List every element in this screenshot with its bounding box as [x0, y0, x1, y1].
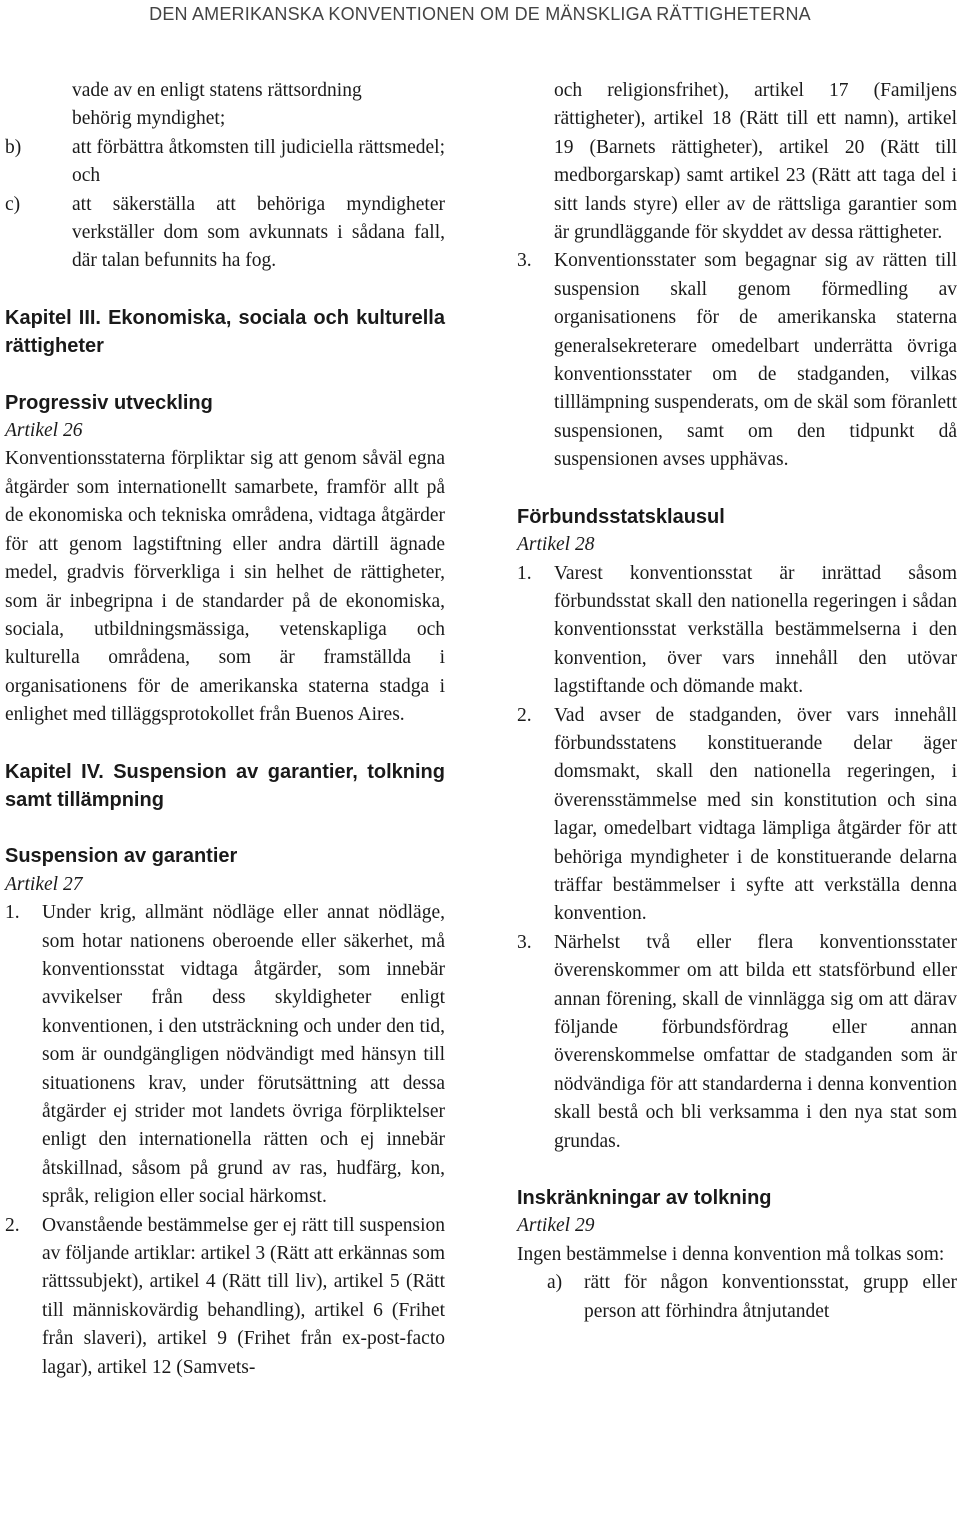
paragraph-text: Vad avser de stadganden, över vars innehåll förbundsstatens konstituerande delar äger domsmakt, skall den nationella regeringen, i överensstämmelse med sin konstitution och sina lagar, omedelbart vidtaga lämpliga åtgärder för att behöriga myndigheter i de konstituerande delarna träffar bestämmelser i syfte att verkställa denna konvention.: [554, 704, 957, 925]
article-28-label: Artikel 28: [517, 534, 595, 556]
right-column: [517, 77, 957, 1326]
article-27-label: Artikel 27: [5, 873, 83, 895]
list: [5, 134, 445, 276]
article-27-paragraph-2: [5, 1212, 445, 1382]
article-27-list-continued: [517, 247, 957, 474]
list-marker: 1.: [517, 562, 532, 584]
list-marker: 2.: [517, 704, 532, 726]
list-marker: 2.: [5, 1214, 20, 1236]
chapter-3-heading: Kapitel III. Ekonomiska, sociala och kulturella rättigheter: [5, 306, 445, 358]
section-heading-suspension: Suspension av garantier: [5, 845, 238, 868]
section-heading-interpretation: Inskränkningar av tolkning: [517, 1187, 772, 1210]
paragraph-text: Närhelst två eller flera konventionsstater överenskommer om att bilda ett statsförbund eller annan förening, skall de vinnlägga sig om att därav följande förbundsfördrag eller annan överenskommelse omfattar de stadganden som är nödvändiga för att standarderna i denna konvention skall bestå och bli verksamma i den nya stat som grundas.: [554, 931, 957, 1152]
continuation-line: vade av en enligt statens rättsordning: [72, 80, 362, 101]
left-column: [5, 77, 445, 1382]
chapter-4-heading: Kapitel IV. Suspension av garantier, tolkning samt tillämpning: [5, 760, 445, 811]
article-28-paragraph-1: [517, 560, 957, 702]
list-item-c: [5, 191, 445, 276]
list-text: att säkerställa att behöriga myndigheter verkställer dom som avkunnats i sådana fall, där talan befunnits ha fog.: [72, 193, 445, 272]
article-28-paragraph-3: [517, 929, 957, 1156]
list-marker: 1.: [5, 902, 20, 924]
continuation-line: behörig myndighet;: [72, 108, 226, 130]
article-28-list: [517, 560, 957, 1157]
paragraph-text: Konventionsstater som begagnar sig av rätten till suspension skall genom förmedling av organisationens för de amerikanska staterna generalsekreterare omedelbart underrätta övriga konventionsstater om de stadganden, vilkas tilllämpning suspenderats, om de skäl som föranlett suspensionen, samt om den tidpunkt då suspensionen avses upphävas.: [554, 250, 957, 471]
list-text: att förbättra åtkomsten till judiciella rättsmedel; och: [72, 136, 445, 187]
list-marker: a): [547, 1272, 563, 1294]
list-marker: c): [5, 193, 21, 215]
article-29-item-a: [517, 1269, 957, 1326]
paragraph-text: Under krig, allmänt nödläge eller annat nödläge, som hotar nationens oberoende eller säkerhet, må konventionsstat vidtaga åtgärder, som innebär avvikelser från dess skyldigheter enligt konventionen, i den utsträckning och under den tid, som är oundgängligen nödvändigt med hänsyn till situationens krav, under förutsättning att dessa åtgärder ej strider mot landets övriga förpliktelser enligt den internationella rätten och ej innebär åtskillnad, såsom på grund av ras, hudfärg, kon, språk, religion eller social härkomst.: [42, 902, 445, 1208]
list-marker: 3.: [517, 931, 532, 953]
list-marker: b): [5, 136, 22, 158]
article-27-paragraph-3: [517, 247, 957, 474]
running-header: DEN AMERIKANSKA KONVENTIONEN OM DE MÄNSKLIGA RÄTTIGHETERNA: [149, 4, 811, 24]
article-29-label: Artikel 29: [517, 1215, 595, 1237]
article-29-list: [517, 1269, 957, 1326]
list-item-b: [5, 134, 445, 191]
section-heading-federal-clause: Förbundsstatsklausul: [517, 505, 725, 528]
article-28-paragraph-2: [517, 702, 957, 929]
article-27-paragraph-1: [5, 899, 445, 1211]
article-26-text: Konventionsstaterna förpliktar sig att genom såväl egna åtgärder som internationellt samarbete, framför allt på de ekonomiska och tekniska områdena, vidtaga åtgärder för att genom lagstiftning eller andra därtill ägnade medel, gradvis förverkliga i sin helhet de rättigheter, som är inbegripna i de standarder på de ekonomiska, sociala, utbildningsmässiga, vetenskapliga och kulturella områdena, som är framställda i organisationens för de amerikanska staterna stadga i enlighet med tilläggsprotokollet från Buenos Aires.: [5, 448, 445, 726]
list-continuation: [5, 77, 445, 134]
article-26-label: Artikel 26: [5, 420, 83, 442]
list-marker: 3.: [517, 250, 532, 272]
continuation-text: och religionsfrihet), artikel 17 (Familjens rättigheter), artikel 18 (Rätt till ett namn), artikel 19 (Barnets rättigheter), artikel 20 (Rätt till medborgarskap) samt artikel 23 (Rätt att taga del i sitt lands styre) eller av de rättsliga garantier som är grundläggande för skyddet av dessa rättigheter.: [554, 80, 957, 244]
section-heading-progressive-development: Progressiv utveckling: [5, 391, 213, 414]
article-27-list: [5, 899, 445, 1382]
article-29-intro: Ingen bestämmelse i denna konvention må tolkas som:: [517, 1243, 945, 1265]
list-text: rätt för någon konventionsstat, grupp eller person att förhindra åtnjutandet: [584, 1272, 957, 1322]
paragraph-text: Ovanstående bestämmelse ger ej rätt till suspension av följande artiklar: artikel 3 (Rätt att erkännas som rättssubjekt), artikel 4 (Rätt till liv), artikel 5 (Rätt till människovärdig behandling), artikel 6 (Frihet från slaveri), artikel 9 (Frihet från ex-post-facto lagar), artikel 12 (Samvets-: [42, 1214, 445, 1378]
paragraph-text: Varest konventionsstat är inrättad såsom förbundsstat skall den nationella regeringen i sådan konventionsstat verkställa bestämmelserna i den konvention, över vars innehåll den utövar lagstiftande och dömande makt.: [554, 562, 957, 698]
